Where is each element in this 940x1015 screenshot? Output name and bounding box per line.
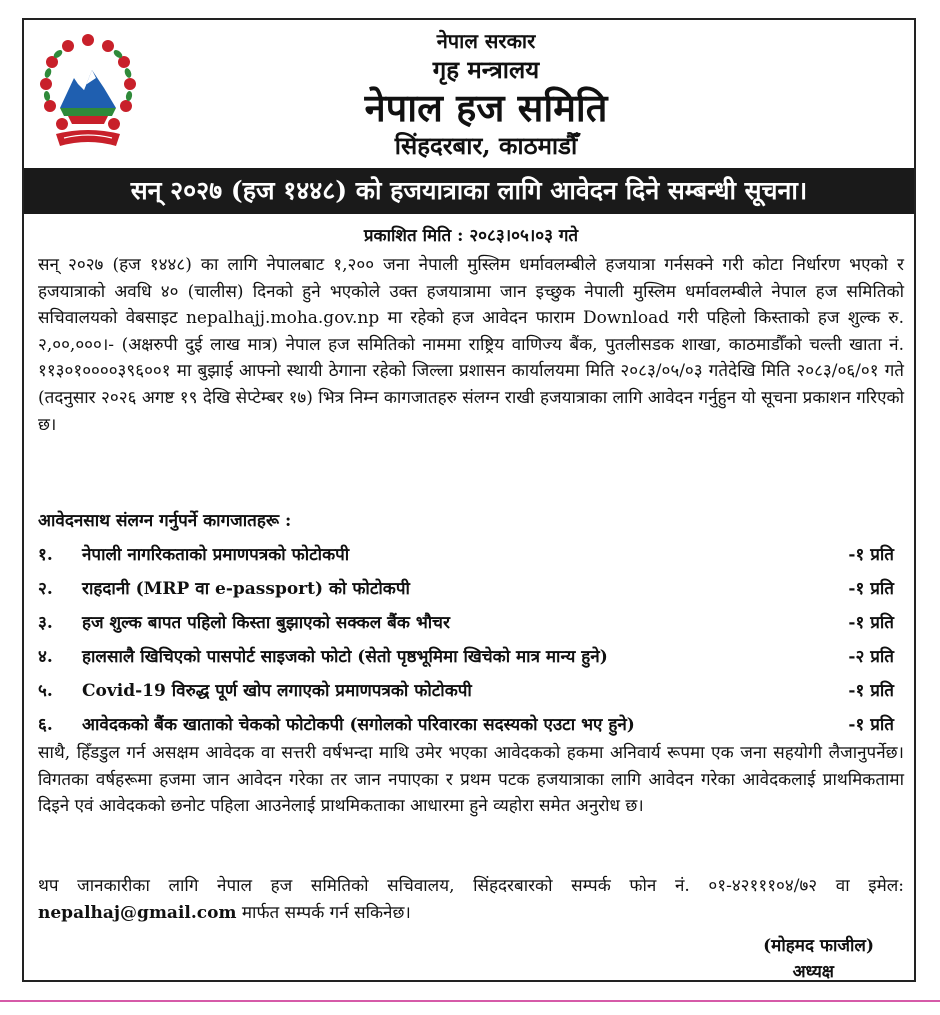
- item-count: -१ प्रति: [848, 613, 894, 633]
- item-count: -१ प्रति: [848, 715, 894, 735]
- ministry-name: गृह मन्त्रालय: [432, 55, 540, 84]
- item-count: -१ प्रति: [848, 579, 894, 599]
- notice-paragraph-additional: साथै, हिँडडुल गर्न असक्षम आवेदक वा सत्तरी वर्षभन्दा माथि उमेर भएका आवेदकको हकमा अनिवार्य रूपमा एक जना सहयोगी लैजानुपर्नेछ। विगतका वर्षहरूमा हजमा जान आवेदन गरेका तर जान नपाएका र प्रथम पटक हजयात्राका लागि आवेदन गरेका आवेदकलाई प्राथमिकतामा दिइने एवं आवेदकको छनोट पहिला आउनेलाई प्राथमिकताका आधारमा हुने व्यहोरा समेत अनुरोध छ।: [38, 743, 904, 817]
- item-number: १.: [38, 545, 53, 565]
- government-name: नेपाल सरकार: [436, 29, 536, 53]
- item-number: ५.: [38, 681, 53, 701]
- item-text: Covid-19 विरुद्ध पूर्ण खोप लगाएको प्रमाणपत्रको फोटोकपी: [82, 681, 472, 701]
- item-number: ४.: [38, 647, 53, 667]
- contact-text-prefix: थप जानकारीका लागि नेपाल हज समितिको सचिवालय, सिंहदरबारको सम्पर्क फोन नं. ०१-४२१११०४/७२ वा इमेल:: [38, 876, 904, 896]
- item-count: -१ प्रति: [848, 681, 894, 701]
- list-item: [38, 708, 894, 742]
- item-number: २.: [38, 579, 53, 599]
- list-item: [38, 674, 894, 708]
- requirements-list: [38, 538, 894, 742]
- bottom-divider: [0, 1000, 940, 1002]
- list-item: [38, 640, 894, 674]
- notice-paragraph-contact: [38, 873, 904, 926]
- item-count: -१ प्रति: [848, 545, 894, 565]
- item-text: हज शुल्क बापत पहिलो किस्ता बुझाएको सक्कल बैंक भौचर: [82, 613, 450, 633]
- list-item: [38, 538, 894, 572]
- notice-frame: [22, 18, 916, 982]
- item-count: -२ प्रति: [848, 647, 894, 667]
- item-number: ३.: [38, 613, 53, 633]
- letterhead: [24, 28, 918, 162]
- requirements-heading: आवेदनसाथ संलग्न गर्नुपर्ने कागजातहरू :: [38, 511, 292, 531]
- list-item: [38, 606, 894, 640]
- signatory-name: (मोहमद फाजील): [763, 936, 874, 956]
- signatory-title: अध्यक्ष: [792, 962, 834, 982]
- contact-email-link[interactable]: nepalhaj@gmail.com: [38, 902, 237, 923]
- notice-paragraph-main: सन् २०२७ (हज १४४८) का लागि नेपालबाट १,२०० जना नेपाली मुस्लिम धर्मावलम्बीले हजयात्रा गर्नसक्ने गरी कोटा निर्धारण भएको र हजयात्राको अवधि ४० (चालीस) दिनको हुने भएकोले उक्त हजयात्रामा जान इच्छुक नेपाली मुस्लिम धर्मावलम्बीले नेपाल हज समितिको सचिवालयको वेबसाइट nepalhajj.moha.gov.np मा रहेको हज आवेदन फाराम Download गरी पहिलो किस्ताको हज शुल्क रु. २,००,०००।- (अक्षरुपी दुई लाख मात्र) नेपाल हज समितिको नाममा राष्ट्रिय वाणिज्य बैंक, पुतलीसडक शाखा, काठमाडौँको चल्ती खाता नं. ११३०१००००३९६००१ मा बुझाई आफ्नो स्थायी ठेगाना रहेको जिल्ला प्रशासन कार्यालयमा मिति २०८३/०५/०३ गतेदेखि मिति २०८३/०६/०१ गते (तदनुसार २०२६ अगष्ट १९ देखि सेप्टेम्बर १७) भित्र निम्न कागजातहरु संलग्न राखी हजयात्राका लागि आवेदन गर्नुहुन यो सूचना प्रकाशन गरिएको छ।: [38, 255, 904, 435]
- organization-address: सिंहदरबार, काठमाडौँ: [394, 131, 578, 160]
- publish-date: प्रकाशित मिति : २०८३।०५।०३ गते: [363, 226, 579, 246]
- item-text: आवेदकको बैंक खाताको चेकको फोटोकपी (सगोलको परिवारका सदस्यको एउटा भए हुने): [82, 715, 635, 735]
- item-text: हालसालै खिचिएको पासपोर्ट साइजको फोटो (सेतो पृष्ठभूमिमा खिचेको मात्र मान्य हुने): [82, 647, 608, 667]
- item-number: ६.: [38, 715, 53, 735]
- notice-title: सन् २०२७ (हज १४४८) को हजयात्राका लागि आवेदन दिने सम्बन्धी सूचना।: [24, 168, 914, 214]
- contact-text-suffix: मार्फत सम्पर्क गर्न सकिनेछ।: [236, 902, 411, 923]
- list-item: [38, 572, 894, 606]
- organization-name: नेपाल हज समिति: [364, 85, 608, 130]
- item-text: नेपाली नागरिकताको प्रमाणपत्रको फोटोकपी: [82, 545, 350, 565]
- item-text: राहदानी (MRP वा e-passport) को फोटोकपी: [82, 579, 410, 599]
